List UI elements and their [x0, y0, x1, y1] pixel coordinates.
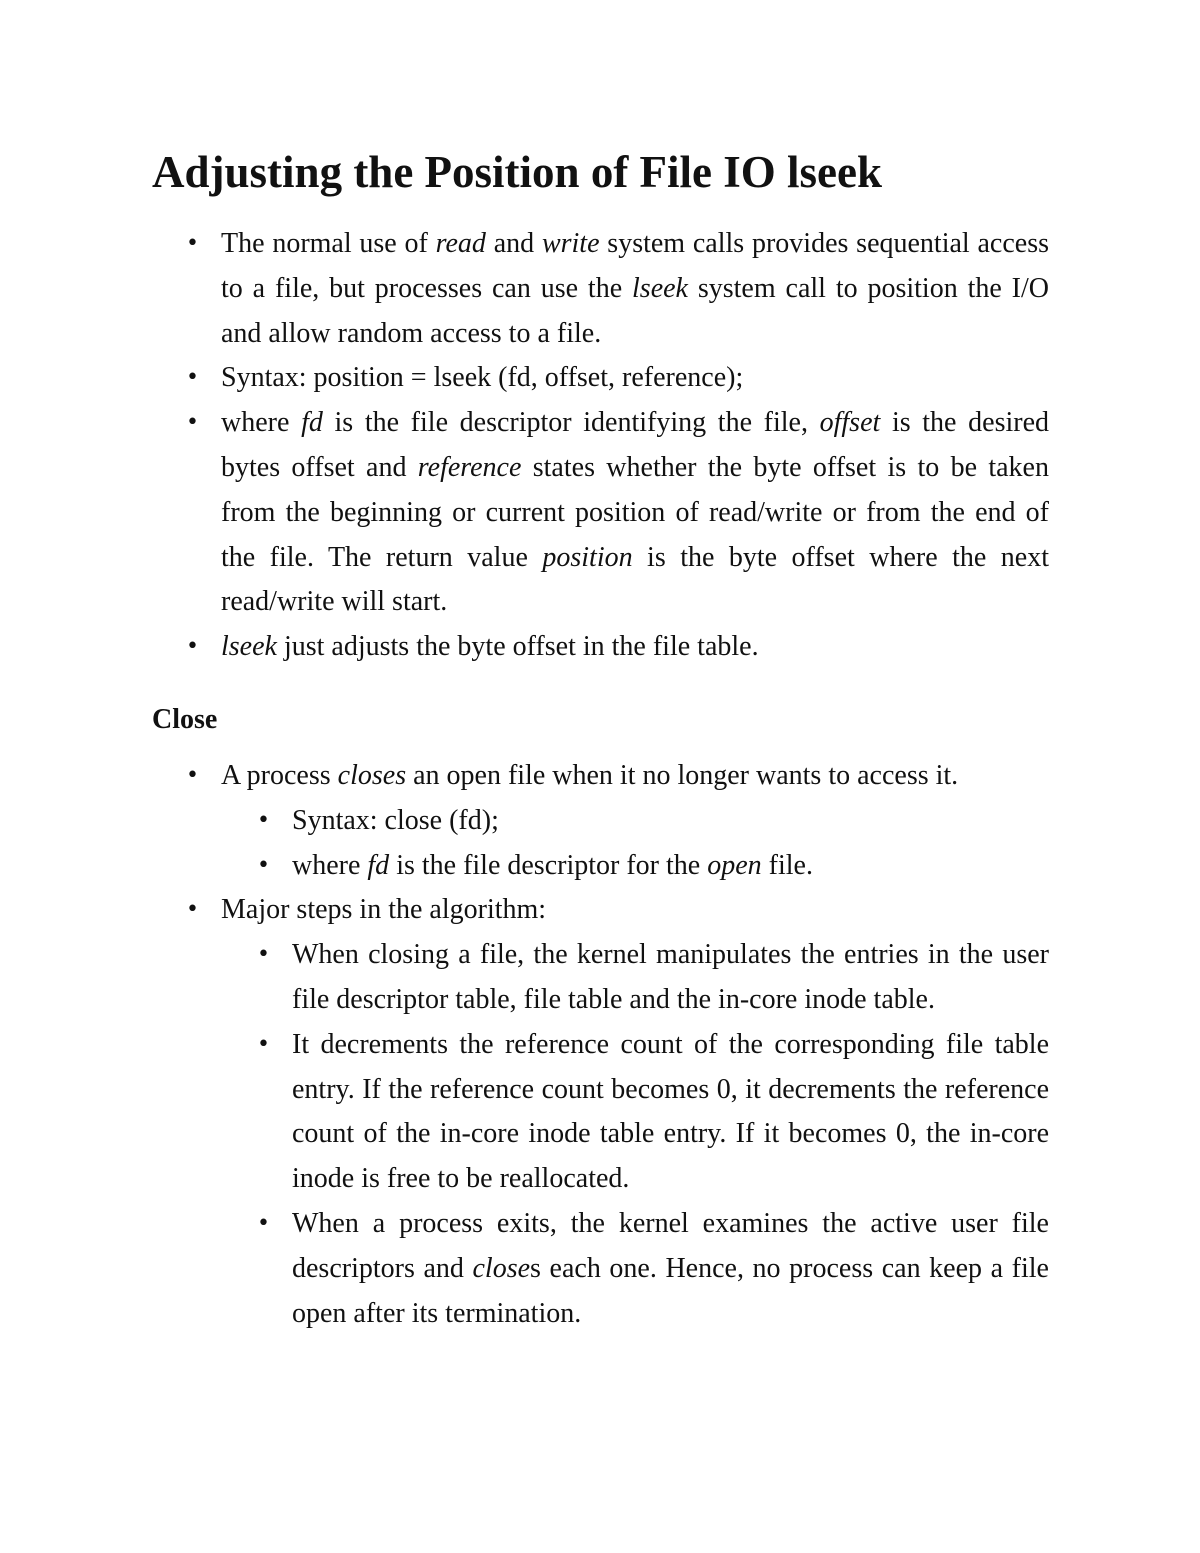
text-fragment: and — [485, 228, 542, 259]
text-fragment: system calls provides sequential access to a file, but processes can use the — [221, 228, 1049, 304]
italic-term-open: open — [707, 849, 762, 881]
close-syntax-sublist — [221, 799, 1049, 889]
sublist-item-process-exits — [292, 1202, 1049, 1336]
text-fragment: is the byte offset where the next read/write will start. — [221, 541, 1049, 618]
italic-term-reference: reference — [417, 451, 522, 483]
list-item-steps-sublist-wrapper — [221, 933, 1049, 1336]
list-item-where-fd — [221, 401, 1049, 625]
text-fragment: where — [292, 849, 368, 881]
italic-term-closes: closes — [337, 760, 407, 791]
lseek-bullet-list — [221, 222, 1049, 670]
close-bullet-list — [221, 754, 1049, 1336]
list-item-normal-use — [221, 222, 1049, 356]
sublist-item-where-fd — [292, 844, 1049, 889]
italic-term-close: close — [472, 1252, 531, 1284]
text-fragment: system call to position the I/O and allow random access to a file. — [221, 272, 1049, 349]
text-fragment: is the desired bytes offset and — [221, 407, 1049, 483]
italic-term-write: write — [541, 228, 600, 259]
text-fragment: s each one. Hence, no process can keep a file open after its termination. — [292, 1252, 1049, 1329]
list-item-syntax: • Syntax: position = lseek (fd, offset, reference); — [221, 356, 1049, 401]
text-fragment: is the file descriptor for the — [389, 849, 708, 881]
text-fragment: states whether the byte offset is to be taken from the beginning or current position of read/write or from the end of the file. The return value — [221, 451, 1049, 573]
text-fragment: The normal use of — [221, 228, 436, 259]
text-fragment: A process — [221, 760, 338, 791]
text-fragment: just adjusts the byte offset in the file table. — [276, 631, 759, 663]
list-item-lseek-adjusts — [221, 625, 1049, 670]
italic-term-fd: fd — [367, 849, 390, 881]
algorithm-steps-sublist — [221, 933, 1049, 1336]
sublist-item-closing-file: • When closing a file, the kernel manipulates the entries in the user file descriptor table, file table and the in-core inode table. — [292, 933, 1049, 1023]
page-title: Adjusting the Position of File IO lseek — [152, 147, 883, 197]
italic-term-position: position — [542, 541, 633, 573]
italic-term-lseek: lseek — [221, 631, 277, 663]
text-fragment: file. — [761, 849, 813, 881]
section-heading-close: Close — [152, 704, 218, 735]
italic-term-fd: fd — [301, 407, 323, 439]
text-fragment: When a process exits, the kernel examines the active user file descriptors and — [292, 1207, 1049, 1284]
text-fragment: where — [221, 407, 302, 439]
italic-term-lseek: lseek — [632, 272, 688, 304]
italic-term-offset: offset — [819, 407, 881, 439]
list-item-close-sublist-wrapper — [221, 799, 1049, 889]
list-item-process-closes — [221, 754, 1049, 799]
text-fragment: an open file when it no longer wants to access it. — [406, 760, 959, 791]
list-item-major-steps: • Major steps in the algorithm: — [221, 888, 1049, 933]
italic-term-read: read — [435, 228, 486, 259]
sublist-item-decrements: • It decrements the reference count of the corresponding file table entry. If the reference count becomes 0, it decrements the reference count of the in-core inode table entry. If it becomes 0, the in-core inode is free to be reallocated. — [292, 1023, 1049, 1202]
text-fragment: is the file descriptor identifying the file, — [322, 407, 820, 439]
sublist-item-syntax: • Syntax: close (fd); — [292, 799, 1049, 844]
